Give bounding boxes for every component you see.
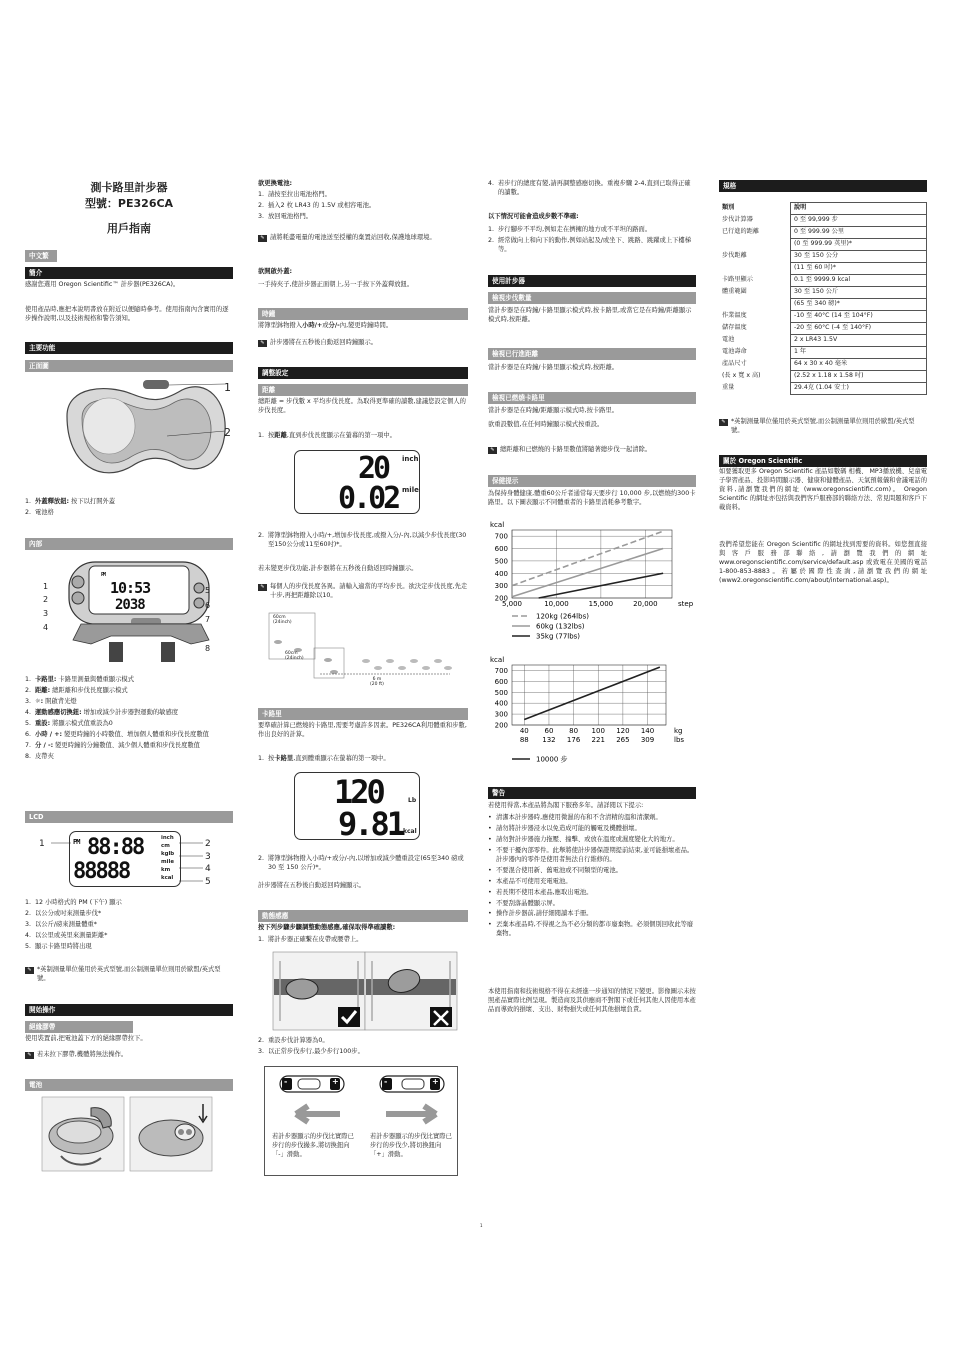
distance-steps-1 <box>258 432 468 443</box>
tab-header: 絕緣膠帶 <box>25 1021 133 1033</box>
y-tick-label: 400 <box>494 569 508 578</box>
table-row <box>719 359 927 371</box>
x-tick-label: 15,000 <box>588 600 614 608</box>
y-tick-label: 700 <box>494 666 508 675</box>
table-row <box>719 371 927 383</box>
note-icon: ✎ <box>488 447 497 454</box>
table-cell: 29.4克 (1.04 安士) <box>790 383 926 395</box>
front-view-header: 正面圖 <box>25 360 233 372</box>
table-cell: (0 至 999.99 英里)* <box>790 239 926 251</box>
view-steps-text: 當計步器是在時鐘/卡路里顯示模式時,按卡路里,或當它是在時鐘/距離顯示模式時,按距離。 <box>488 307 692 323</box>
use-header: 使用計步器 <box>488 275 696 287</box>
lcd-callout-4: 4 <box>205 864 211 874</box>
stride-label-a: 60cm (24inch) <box>273 615 292 625</box>
note-icon: ✎ <box>719 419 728 426</box>
list-item: 1. 將計步器正確繫在皮帶或腰帶上。 <box>258 936 363 943</box>
belt-correct-illustration <box>272 951 366 1031</box>
replace-list <box>258 191 468 224</box>
list-item: 1. 外蓋釋放鈕: 按下以打開外蓋 <box>25 498 116 505</box>
table-row <box>719 323 927 335</box>
table-row <box>719 275 927 287</box>
calorie-header: 卡路里 <box>258 708 468 720</box>
inside-lcd-time: 10:53 <box>110 579 151 597</box>
switch-plus-left: + <box>332 1077 339 1086</box>
lcd-callout-2: 2 <box>205 839 211 849</box>
lcd-note: ✎ *英制測量單位僅用於英式型號,而公制測量單位則用於歐盟/英式型號。 <box>25 966 233 984</box>
table-cell: 步伐距離 <box>719 251 790 263</box>
series-line <box>524 667 660 719</box>
about-text-1: 如要獲取更多 Oregon Scientific 產品如數碼 相機、 MP3播放機、兒童電子學習產品、投影時間顯示器、健康和健體產品、天氣預報儀和會議電話的資料,請瀏覽我們的網址 (www.oregonscientific.com)。 Oregon Scientific 的網址亦包括與我們客戶服務部的聯絡方法、常見問題和客戶下載資料。 <box>719 468 927 511</box>
list-item: 2. 重設步伐計算器為0。 <box>258 1037 329 1044</box>
stride-label-b: 60cm (24inch) <box>285 651 304 661</box>
list-item: 3. 以正常步伐步行,最少步行100步。 <box>258 1047 364 1055</box>
lcd-header: LCD <box>25 811 233 823</box>
view-distance-header: 檢視已行進距離 <box>488 348 696 360</box>
list-item: 1. 12 小時格式的 PM (下午) 顯示 <box>25 899 122 906</box>
list-item: • 清潔本計步器時,應使用微濕的布和不含清精的溫和清潔劑。 <box>488 814 696 823</box>
list-item: 3. 放回電池格門。 <box>258 212 313 220</box>
y-tick-label: 400 <box>494 699 508 708</box>
spec-table <box>719 202 927 395</box>
doc-title: 測卡路里計步器 <box>90 181 168 194</box>
table-header-row <box>719 203 927 215</box>
start-header: 開始操作 <box>25 1004 233 1016</box>
note-icon: ✎ <box>258 584 267 591</box>
replace-note: ✎ 請將耗盡電量的電池送至授權的棄置站回收,保護地球環境。 <box>258 234 468 243</box>
front-view-illustration <box>47 376 237 486</box>
table-row <box>719 263 927 275</box>
warning-list <box>488 814 696 941</box>
list-item: • 操作計步器前,請仔細閱讀本手冊。 <box>488 910 696 919</box>
lcd-units: inch cm kglb mile km kcal <box>161 835 175 881</box>
x2-axis-label: lbs <box>674 736 685 744</box>
list-item: 3. 以公斤/磅來測量體重* <box>25 920 97 928</box>
y-tick-label: 300 <box>494 710 508 719</box>
table-cell: -20 至 60°C (-4 至 140°F) <box>790 323 926 335</box>
intro-header: 簡介 <box>25 267 233 279</box>
front-view-list <box>25 498 233 520</box>
list-item: 4. 運動感應切換鈕: 增加或減少計步器對運動的敏感度 <box>25 708 179 716</box>
list-item: 2. 將簿型鉢物撥入小時/+,增加步伐長度,或撥入分/-內,以減少步伐長度(30至150公分或11至60吋)*。 <box>258 532 467 548</box>
note-icon: ✎ <box>25 1052 34 1059</box>
list-item: 6. 小時 / +: 變更時鐘的小時數值、增加個人體重和步伐長度數值 <box>25 730 209 738</box>
x2-tick-label: 221 <box>591 736 605 744</box>
table-row <box>719 287 927 299</box>
replace-title: 欲更換電池: <box>258 180 293 187</box>
sensitivity-title: 按下列步驟步驟調整動態感應,確保取得準確讀數: <box>258 924 396 931</box>
calorie-text: 要準確計算已燃燒的卡路里,需要考慮許多因素。PE326CA利用體重和步數,作出良好的計算。 <box>258 722 467 738</box>
intro-text-2: 使用產品時,應把本說明書放在附近以便隨時參考。使用指南內含實用的逐步操作說明,以及技術規格和警告須知。 <box>25 306 229 322</box>
language-header: 中文繁 <box>25 250 57 262</box>
table-cell: (11 至 60 吋)* <box>790 263 926 275</box>
table-cell: 0 至 99,999 步 <box>790 215 926 227</box>
guide-title: 用戶指南 <box>107 222 151 235</box>
legend-label: 35kg (77lbs) <box>536 632 581 641</box>
list-item: • 不要刮落晶體顯示屏。 <box>488 900 696 909</box>
lcd-top-digits: 88:88 <box>87 835 144 860</box>
adjust-header: 調整設定 <box>258 367 468 379</box>
y-tick-label: 300 <box>494 582 508 591</box>
table-cell: 2 x LR43 1.5V <box>790 335 926 347</box>
inside-lcd-pm: PM <box>101 572 106 578</box>
table-row <box>719 215 927 227</box>
lcd-distance-top: 20 <box>358 451 389 486</box>
x-tick-label: 20,000 <box>633 600 658 608</box>
y-tick-label: 500 <box>494 688 508 697</box>
lcd-distance-bottom: 0.02 <box>338 481 399 516</box>
x2-tick-label: 309 <box>640 736 655 744</box>
list-item: • 不要混合使用新、舊電池或不同類型的電池。 <box>488 867 696 876</box>
health-text: 為保持身體健康,體重60公斤者通常每天要步行 10,000 步,以燃燒約300卡路里。以下圖表顯示不同體重者的卡路里消耗參考數字。 <box>488 490 696 506</box>
list-item: • 請勿對計步器施力拖壓、撞擊、或放在溫度或濕度變化大的地方。 <box>488 836 696 845</box>
table-row <box>719 227 927 239</box>
tab-note: ✎ 若未拉下膠帶,機體將無法操作。 <box>25 1051 233 1060</box>
list-item: 1. 按距離,直到步伐長度顯示在螢幕的第一項中。 <box>258 432 396 439</box>
health-header: 保健提示 <box>488 475 696 487</box>
table-cell: 重量 <box>719 383 790 395</box>
x-tick-label: 40 <box>519 727 529 735</box>
list-item: 2. 以公分或吋來測量步伐* <box>25 909 102 917</box>
table-cell: (65 至 340 磅)* <box>790 299 926 311</box>
list-item: 5. 重設: 將顯示模式值重設為0 <box>25 719 113 727</box>
front-callout-2: 2 <box>224 426 231 439</box>
view-calories-note: ✎ 總距離和已燃燒的卡路里數值將隨著總步伐一起清除。 <box>488 446 696 455</box>
list-item: • 本產品不可使用充電電池。 <box>488 878 696 887</box>
column-header: 類別 <box>719 203 790 215</box>
x2-tick-label: 265 <box>616 736 630 744</box>
tab-text: 使用裝置前,把電池蓋下方的絕緣膠帶拉下。 <box>25 1035 147 1042</box>
table-cell: 產品尺寸 <box>719 359 790 371</box>
features-header: 主要功能 <box>25 342 233 354</box>
table-cell: 64 x 30 x 40 毫米 <box>790 359 926 371</box>
list-item: 2. 距離: 總距離和步伐長度顯示模式 <box>25 686 128 694</box>
inside-callout-7: 7 <box>205 615 211 624</box>
x-tick-label: 100 <box>591 727 605 735</box>
table-cell: (長 x 寬 x 高) <box>719 371 790 383</box>
view-calories-header: 檢視已燃燒卡路里 <box>488 392 696 404</box>
switch-minus-right: - <box>384 1077 388 1086</box>
table-cell <box>719 299 790 311</box>
about-header: 關於 Oregon Scientific <box>719 455 927 467</box>
sensitivity-steps-1 <box>258 936 468 947</box>
sensitivity-left-text: 若計步器顯示的步伐比實際已步行的步伐撮多,將切換鈕向「-」滑動。 <box>272 1133 354 1158</box>
list-item: 1. 請按至拉出電池格門。 <box>258 191 331 198</box>
x-tick-label: 140 <box>640 727 655 735</box>
list-item: • 不要干擾內部零件。此舉將使計步器保證期提前結束,並可能損壞產品。計步器內的零件是使用者無法自行維修的。 <box>488 847 696 865</box>
switch-plus-right: + <box>432 1077 439 1086</box>
view-distance-text: 當計步器是在時鐘/卡路里顯示模式時,按距離。 <box>488 364 619 371</box>
front-callout-1: 1 <box>224 381 231 394</box>
x2-tick-label: 176 <box>566 736 581 744</box>
x-tick-label: 10,000 <box>544 600 569 608</box>
list-item: • 丟棄本產品時,不得視之為不必分類的都市廢棄物。必須個別回收此等廢棄物。 <box>488 921 696 939</box>
y-tick-label: 600 <box>494 677 508 686</box>
distance-header: 距離 <box>258 384 468 396</box>
inside-lcd-number: 2038 <box>115 597 145 613</box>
warning-header: 警告 <box>488 787 696 799</box>
legend-label: 10000 步 <box>536 755 568 764</box>
battery-illustration-2 <box>129 1096 214 1172</box>
inside-callout-6: 6 <box>205 601 211 610</box>
battery-illustration-1 <box>41 1096 126 1172</box>
inaccurate-list <box>488 226 696 257</box>
lcd-calorie-bottom: 9.81 <box>338 805 404 843</box>
calorie-steps-1 <box>258 755 468 766</box>
y-axis-label: kcal <box>490 521 505 529</box>
table-cell: 儲存溫度 <box>719 323 790 335</box>
list-item: 2. 插入2 枚 LR43 的 1.5V 或相容電池。 <box>258 201 376 209</box>
inside-list <box>25 676 233 764</box>
table-cell: 已行進的距離 <box>719 227 790 239</box>
clock-text: 將簿型鉢物撥入小時/+或分/-內,變更時鐘時間。 <box>258 322 393 329</box>
lcd-distance-top-unit: inch <box>402 455 419 463</box>
stride-label-c: 6 m (20 ft) <box>370 677 384 687</box>
lcd-calorie-bottom-unit: kcal <box>403 828 417 835</box>
list-item: 8. 皮帶夾 <box>25 752 54 760</box>
table-cell: (2.52 x 1.18 x 1.58 吋) <box>790 371 926 383</box>
view-calories-text-2: 欲重設數值,在任何時鐘顯示模式按重設。 <box>488 421 604 428</box>
lcd-calorie-top-unit: Lb <box>408 797 417 804</box>
table-cell: 電池壽命 <box>719 347 790 359</box>
belt-wrong-illustration <box>364 951 458 1031</box>
table-row <box>719 383 927 395</box>
list-item: 3. ☼: 開啟背光燈 <box>25 697 77 705</box>
x-tick-label: 5,000 <box>501 600 523 608</box>
lcd-distance-bottom-unit: mile <box>402 486 419 494</box>
list-item: 2. 將簿型鉢物撥入小時/+或分/-內,以增加或減少體重設定(65至340 磅或 30 至 150 公斤)*。 <box>258 855 464 871</box>
battery-header: 電池 <box>25 1079 233 1091</box>
lcd-callout-5: 5 <box>205 877 211 887</box>
y-tick-label: 200 <box>494 594 508 603</box>
x-axis-label: kg <box>674 727 683 735</box>
list-item: 2. 電池格 <box>25 508 54 516</box>
page-number: 1 <box>480 1223 483 1228</box>
note-icon: ✎ <box>258 235 267 242</box>
table-cell <box>719 263 790 275</box>
y-tick-label: 500 <box>494 557 508 566</box>
table-cell: 1 年 <box>790 347 926 359</box>
lcd-bottom-digits: 88888 <box>73 859 130 884</box>
inside-callout-1: 1 <box>43 582 49 591</box>
calorie-steps-2 <box>258 855 468 875</box>
inside-callout-5: 5 <box>205 586 211 595</box>
lcd-list <box>25 899 233 954</box>
list-item: • 請勿將計步器浸水以免造成可能的觸電及機體損壞。 <box>488 825 696 834</box>
inside-callout-8: 8 <box>205 644 211 653</box>
column-header: 說明 <box>790 203 926 215</box>
sensitivity-steps-2 <box>258 1037 468 1059</box>
table-row <box>719 347 927 359</box>
warning-intro: 若使用得當,本產品將為閣下服務多年。請詳閱以下提示: <box>488 802 644 809</box>
note-icon: ✎ <box>258 340 267 347</box>
distance-note: ✎ 每個人的步伐長度各異。請輸入適當的平均步長。欲決定步伐長度,先走十步,再把距離除以10。 <box>258 583 468 601</box>
x-axis-label: step <box>678 600 693 608</box>
clock-header: 時鐘 <box>258 308 468 320</box>
intro-text-1: 感謝您選用 Oregon Scientific™ 計步器(PE326CA)。 <box>25 281 180 288</box>
distance-text-2: 若未變更步伐功能,計步器將在五秒後自動返回時鐘顯示。 <box>258 565 418 572</box>
y-tick-label: 600 <box>494 545 508 554</box>
inside-callout-2: 2 <box>43 595 49 604</box>
table-cell: -10 至 40°C (14 至 104°F) <box>790 311 926 323</box>
inside-callout-4: 4 <box>43 623 49 632</box>
series-line <box>512 549 663 597</box>
inside-header: 內部 <box>25 538 233 550</box>
x2-tick-label: 132 <box>542 736 556 744</box>
table-cell: 步伐計算器 <box>719 215 790 227</box>
table-cell: 體重範圍 <box>719 287 790 299</box>
list-item: 4. 若步行的總度有變,請再調整感應切換。重複步驟 2-4,直到已取得正確的讀數。 <box>488 180 691 196</box>
y-tick-label: 700 <box>494 532 508 541</box>
table-row <box>719 311 927 323</box>
table-cell: 0.1 至 9999.9 kcal <box>790 275 926 287</box>
table-cell: 電池 <box>719 335 790 347</box>
warning-footer: 本使用指南和技術規格不得在未經進一步通知的情況下變更。影像圖示未按照產品實際比例呈現。製造商及其供應商不對閣下或任何其他人因使用本產品而導致的損壞、支出、財物損失或任何其他損壞負責。 <box>488 988 696 1013</box>
about-text-2: 我們希望您能在 Oregon Scientific 的網址找到需要的資料。如您想直接與客戶服務部聯絡,請瀏覽我們的網址 www.oregonscientific.com/service/default.asp 或致電在美國的電話1-800-853-8883。若屬於國際性查詢,請瀏覽我們的網址(www2.oregonscientific.com/about/international.asp)。 <box>719 541 927 584</box>
x-tick-label: 60 <box>544 727 554 735</box>
table-cell <box>719 239 790 251</box>
list-item: 1. 卡路里: 卡路里測量與體重顯示模式 <box>25 676 134 683</box>
sensitivity-right-text: 若計步器顯示的步伐比實際已步行的步伐少,將切換鈕向「+」滑動。 <box>370 1133 452 1158</box>
model-number: 型號：PE326CA <box>84 197 174 210</box>
list-item: 1. 步行腳步不平均,例如走在擠擁的地方或不平坦的路面。 <box>488 226 652 233</box>
distance-text: 總距離 = 步伐數 x 平均步伐長度。為取得更準確的讀數,建議您設定個人的步伐長度。 <box>258 398 466 414</box>
clip-title: 欲開啟外蓋: <box>258 268 293 275</box>
sensitivity-steps-3 <box>488 180 696 200</box>
table-cell: 30 至 150 公分 <box>790 251 926 263</box>
x2-tick-label: 88 <box>519 736 529 744</box>
chart-calories-vs-steps <box>488 520 693 648</box>
spec-note: ✎ *英制測量單位僅用於英式型號,而公制測量單位則用於歐盟/英式型號。 <box>719 418 927 436</box>
switch-minus-left: - <box>284 1077 288 1086</box>
table-cell: 卡路里顯示 <box>719 275 790 287</box>
clock-note: ✎ 計步器將在五秒後自動返回時鐘顯示。 <box>258 339 468 348</box>
spec-header: 規格 <box>719 180 927 192</box>
y-axis-label: kcal <box>490 656 505 664</box>
chart-calories-vs-weight <box>488 655 693 770</box>
table-cell: 30 至 150 公斤 <box>790 287 926 299</box>
legend-label: 120kg (264lbs) <box>536 612 589 621</box>
lcd-calorie-top: 120 <box>334 773 383 811</box>
list-item: 4. 以公里或英里來測量距離* <box>25 931 108 939</box>
table-row <box>719 335 927 347</box>
distance-steps-2 <box>258 532 468 552</box>
lcd-leader-lines <box>45 838 235 888</box>
list-item: 2. 經常做向上和向下的動作,例如站起及/或坐下、跳路、跳躍或上下樓梯等。 <box>488 236 692 253</box>
list-item: 5. 顯示卡路里時將出現 <box>25 942 92 950</box>
clip-text: 一手持夾子,使計步器正面朝上,另一手按下外蓋釋放鈕。 <box>258 281 414 288</box>
table-row <box>719 299 927 311</box>
table-row <box>719 251 927 263</box>
lcd-callout-1: 1 <box>39 839 45 849</box>
lcd-callout-3: 3 <box>205 852 211 862</box>
legend-label: 60kg (132lbs) <box>536 622 585 631</box>
y-tick-label: 200 <box>494 721 508 730</box>
inaccurate-title: 以下情況可能會造成步數不準確: <box>488 213 579 220</box>
x-tick-label: 80 <box>569 727 579 735</box>
inside-callout-3: 3 <box>43 609 49 618</box>
x-tick-label: 120 <box>616 727 630 735</box>
view-calories-text: 當計步器是在時鐘/距離顯示模式時,按卡路里。 <box>488 407 619 414</box>
view-steps-header: 檢視步伐數量 <box>488 292 696 304</box>
calorie-text-2: 計步器將在五秒後自動返回時鐘顯示。 <box>258 882 366 889</box>
table-row <box>719 239 927 251</box>
list-item: 1. 按卡路里,直到體重顯示在螢幕的第一項中。 <box>258 755 390 762</box>
lcd-pm: PM <box>73 838 80 846</box>
table-cell: 作業溫度 <box>719 311 790 323</box>
list-item: • 若長期不使用本產品,應取出電池。 <box>488 889 696 898</box>
note-icon: ✎ <box>25 967 34 974</box>
sensitivity-switch-illustration <box>276 1072 456 1128</box>
sensitivity-header: 動態感應 <box>258 910 468 922</box>
table-cell: 0 至 999.99 公里 <box>790 227 926 239</box>
list-item: 7. 分 / -: 變更時鐘的分鐘數值、減少個人體重和步伐長度數值 <box>25 741 200 749</box>
